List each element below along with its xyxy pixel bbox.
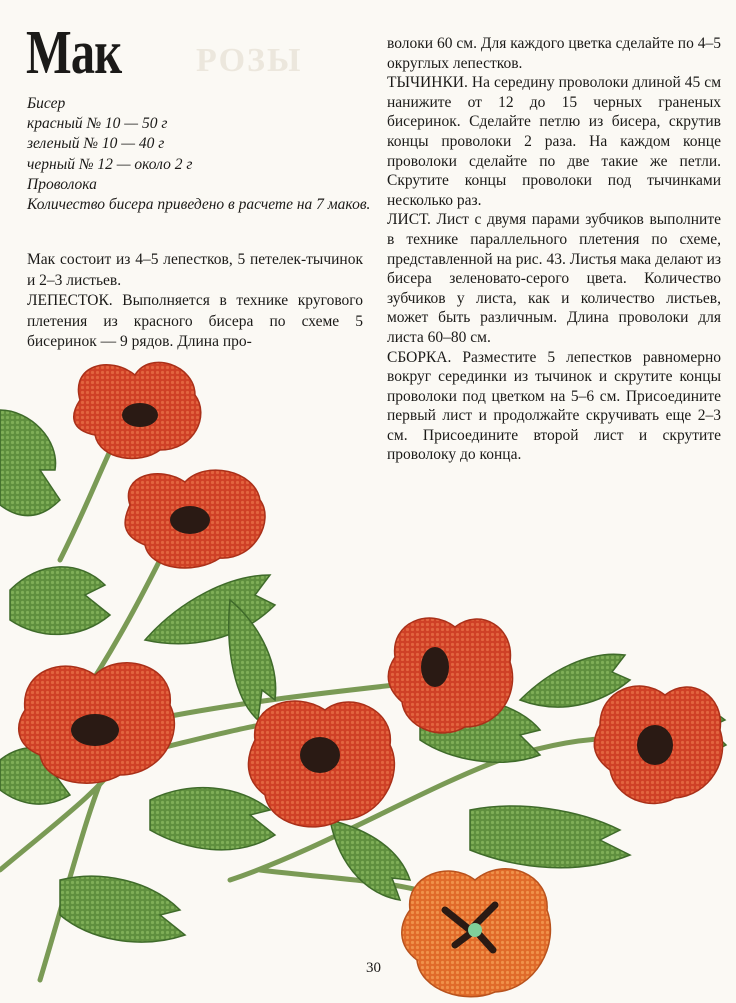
- leaf: [60, 876, 185, 942]
- materials-red-beads: красный № 10 — 50 г: [27, 115, 168, 133]
- poppy-flower: [74, 362, 201, 458]
- leaf-text: Лист с двумя парами зубчиков выполните в технике параллельного плетения по схеме, представленной на рис. 43. Листья мака делают из бисера зеленовато-серого цвета. Количество зубчиков у листа, как и количество листьев, может быть различным. Длина проволоки для листа 60–80 см.: [387, 211, 721, 346]
- right-column: [387, 34, 721, 465]
- stamens-paragraph: [387, 73, 721, 210]
- assembly-paragraph: [387, 348, 721, 466]
- leaf: [470, 806, 630, 868]
- materials-list: [27, 94, 372, 215]
- intro-paragraph: Мак состоит из 4–5 лепестков, 5 петелек-тычинок и 2–3 листьев.: [27, 251, 363, 289]
- petal-text: Выполняется в технике кругового плетения из красного бисера по схеме 5 бисеринок — 9 рядов. Длина про-: [27, 292, 363, 350]
- poppy-flower: [388, 618, 512, 733]
- poppy-flower: [248, 701, 394, 827]
- materials-green-beads: зеленый № 10 — 40 г: [27, 135, 165, 153]
- materials-wire-label: Проволока: [27, 175, 97, 193]
- page-title: Мак: [26, 19, 122, 87]
- petal-paragraph: [27, 291, 363, 353]
- petal-continuation: волоки 60 см. Для каждого цветка сделайте по 4–5 округлых лепестков.: [387, 35, 721, 72]
- assembly-text: Разместите 5 лепестков равномерно вокруг серединки из тычинок и скрутите концы проволоки под цветком на 5–6 см. Присоедините первый лист и продолжайте скручивать еще 2–3 см. Присоедините второй лист и скрутите проволоку до конца.: [387, 348, 721, 464]
- leaf: [150, 788, 275, 850]
- stamens-heading: ТЫЧИНКИ.: [387, 74, 468, 92]
- assembly-heading: СБОРКА.: [387, 348, 452, 366]
- ghost-heading: РОЗЫ: [196, 42, 303, 79]
- materials-black-beads: черный № 12 — около 2 г: [27, 155, 193, 173]
- materials-note: Количество бисера приведено в расчете на 7 маков.: [27, 196, 371, 214]
- poppy-flower: [125, 470, 265, 568]
- page-number: 30: [366, 960, 381, 976]
- petal-heading: ЛЕПЕСТОК.: [27, 292, 113, 309]
- poppy-flower: [402, 869, 551, 997]
- intro-section: [27, 250, 363, 353]
- leaf-paragraph: [387, 210, 721, 347]
- materials-beads-label: Бисер: [27, 95, 66, 112]
- leaf: [0, 410, 60, 516]
- stamens-text: На середину проволоки длиной 45 см нанижите от 12 до 15 черных граненых бисеринок. Сделайте петлю из бисера, скрутив концы проволоки 2 раза. На каждом конце проволоки сделайте по две такие же петли. Скрутите концы проволоки под тычинками несколько раз.: [387, 74, 721, 209]
- leaf: [10, 567, 110, 635]
- poppy-flower: [594, 686, 722, 803]
- leaf-heading: ЛИСТ.: [387, 211, 431, 229]
